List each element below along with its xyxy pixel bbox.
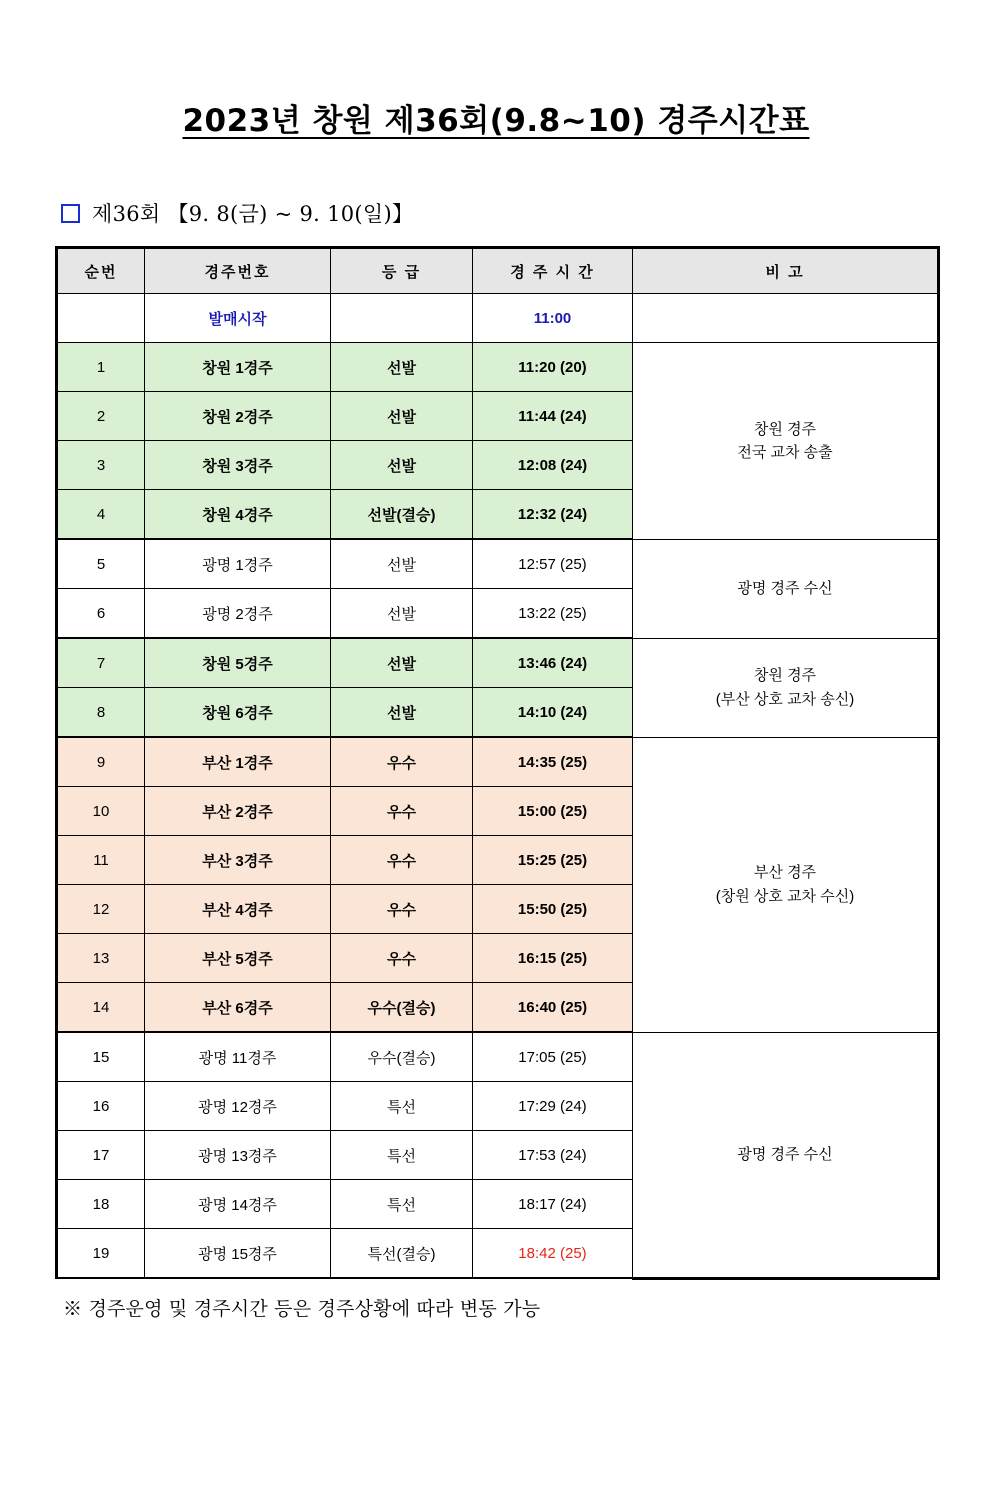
cell-grade: 선발 [331, 392, 473, 441]
cell-no: 5 [57, 539, 145, 589]
cell-time: 13:46 (24) [473, 638, 633, 688]
cell-time: 15:50 (25) [473, 885, 633, 934]
cell-no [57, 294, 145, 343]
cell-no: 16 [57, 1082, 145, 1131]
cell-no: 10 [57, 787, 145, 836]
cell-time: 17:29 (24) [473, 1082, 633, 1131]
cell-time: 16:40 (25) [473, 983, 633, 1033]
table-row [57, 737, 939, 787]
subtitle-row [55, 198, 937, 228]
cell-note: 창원 경주 (부산 상호 교차 송신) [633, 638, 939, 737]
cell-race: 창원 4경주 [145, 490, 331, 540]
cell-race: 부산 6경주 [145, 983, 331, 1033]
cell-race: 창원 5경주 [145, 638, 331, 688]
cell-no: 13 [57, 934, 145, 983]
cell-note [633, 294, 939, 343]
cell-grade: 특선(결승) [331, 1229, 473, 1279]
cell-time: 11:00 [473, 294, 633, 343]
cell-no: 12 [57, 885, 145, 934]
cell-note: 부산 경주 (창원 상호 교차 수신) [633, 737, 939, 1032]
cell-race: 광명 15경주 [145, 1229, 331, 1279]
cell-no: 4 [57, 490, 145, 540]
cell-grade: 우수(결승) [331, 983, 473, 1033]
cell-note: 창원 경주 전국 교차 송출 [633, 343, 939, 540]
th-race: 경주번호 [145, 248, 331, 294]
cell-race: 부산 3경주 [145, 836, 331, 885]
table-row [57, 343, 939, 392]
cell-time: 11:20 (20) [473, 343, 633, 392]
cell-grade: 선발 [331, 589, 473, 639]
cell-time: 18:42 (25) [473, 1229, 633, 1279]
cell-grade: 특선 [331, 1082, 473, 1131]
cell-grade: 선발 [331, 539, 473, 589]
table-row [57, 638, 939, 688]
cell-grade: 선발 [331, 441, 473, 490]
cell-time: 12:08 (24) [473, 441, 633, 490]
page-title: 2023년 창원 제36회(9.8~10) 경주시간표 [182, 103, 810, 139]
table-body [57, 294, 939, 1279]
cell-grade: 우수 [331, 885, 473, 934]
th-no: 순번 [57, 248, 145, 294]
cell-no: 2 [57, 392, 145, 441]
cell-no: 17 [57, 1131, 145, 1180]
th-note: 비 고 [633, 248, 939, 294]
cell-no: 19 [57, 1229, 145, 1279]
cell-race: 창원 6경주 [145, 688, 331, 738]
cell-race: 부산 1경주 [145, 737, 331, 787]
cell-time: 12:57 (25) [473, 539, 633, 589]
cell-note: 광명 경주 수신 [633, 539, 939, 638]
cell-no: 6 [57, 589, 145, 639]
cell-time: 14:35 (25) [473, 737, 633, 787]
th-grade: 등 급 [331, 248, 473, 294]
cell-note: 광명 경주 수신 [633, 1032, 939, 1278]
cell-grade: 선발(결승) [331, 490, 473, 540]
square-bullet-icon [61, 204, 80, 223]
cell-time: 13:22 (25) [473, 589, 633, 639]
cell-no: 8 [57, 688, 145, 738]
cell-grade: 특선 [331, 1180, 473, 1229]
cell-no: 11 [57, 836, 145, 885]
cell-grade: 우수(결승) [331, 1032, 473, 1082]
cell-no: 7 [57, 638, 145, 688]
cell-no: 15 [57, 1032, 145, 1082]
footnote: ※ 경주운영 및 경주시간 등은 경주상황에 따라 변동 가능 [63, 1297, 541, 1320]
cell-no: 18 [57, 1180, 145, 1229]
cell-race: 부산 4경주 [145, 885, 331, 934]
cell-time: 16:15 (25) [473, 934, 633, 983]
cell-grade: 선발 [331, 343, 473, 392]
table-row [57, 539, 939, 589]
cell-race: 발매시작 [145, 294, 331, 343]
table-header-row [57, 248, 939, 294]
table-row-sale-start [57, 294, 939, 343]
cell-race: 광명 1경주 [145, 539, 331, 589]
cell-race: 창원 1경주 [145, 343, 331, 392]
cell-race: 부산 5경주 [145, 934, 331, 983]
table-row [57, 1032, 939, 1082]
race-schedule-table [55, 246, 940, 1280]
cell-time: 17:53 (24) [473, 1131, 633, 1180]
document-page [0, 95, 992, 1498]
cell-grade: 특선 [331, 1131, 473, 1180]
cell-grade: 우수 [331, 787, 473, 836]
cell-time: 11:44 (24) [473, 392, 633, 441]
cell-race: 부산 2경주 [145, 787, 331, 836]
cell-time: 12:32 (24) [473, 490, 633, 540]
subtitle-text: 제36회 【9. 8(금) ~ 9. 10(일)】 [92, 202, 414, 226]
cell-race: 창원 3경주 [145, 441, 331, 490]
cell-no: 3 [57, 441, 145, 490]
cell-time: 14:10 (24) [473, 688, 633, 738]
cell-race: 광명 12경주 [145, 1082, 331, 1131]
cell-time: 15:00 (25) [473, 787, 633, 836]
cell-no: 9 [57, 737, 145, 787]
cell-grade: 우수 [331, 737, 473, 787]
cell-grade: 우수 [331, 836, 473, 885]
cell-grade: 선발 [331, 638, 473, 688]
th-time: 경 주 시 간 [473, 248, 633, 294]
cell-time: 18:17 (24) [473, 1180, 633, 1229]
table-header [57, 248, 939, 294]
cell-grade [331, 294, 473, 343]
cell-race: 창원 2경주 [145, 392, 331, 441]
cell-no: 1 [57, 343, 145, 392]
cell-race: 광명 11경주 [145, 1032, 331, 1082]
cell-time: 15:25 (25) [473, 836, 633, 885]
cell-time: 17:05 (25) [473, 1032, 633, 1082]
cell-no: 14 [57, 983, 145, 1033]
cell-grade: 선발 [331, 688, 473, 738]
cell-race: 광명 2경주 [145, 589, 331, 639]
cell-race: 광명 13경주 [145, 1131, 331, 1180]
cell-race: 광명 14경주 [145, 1180, 331, 1229]
cell-grade: 우수 [331, 934, 473, 983]
